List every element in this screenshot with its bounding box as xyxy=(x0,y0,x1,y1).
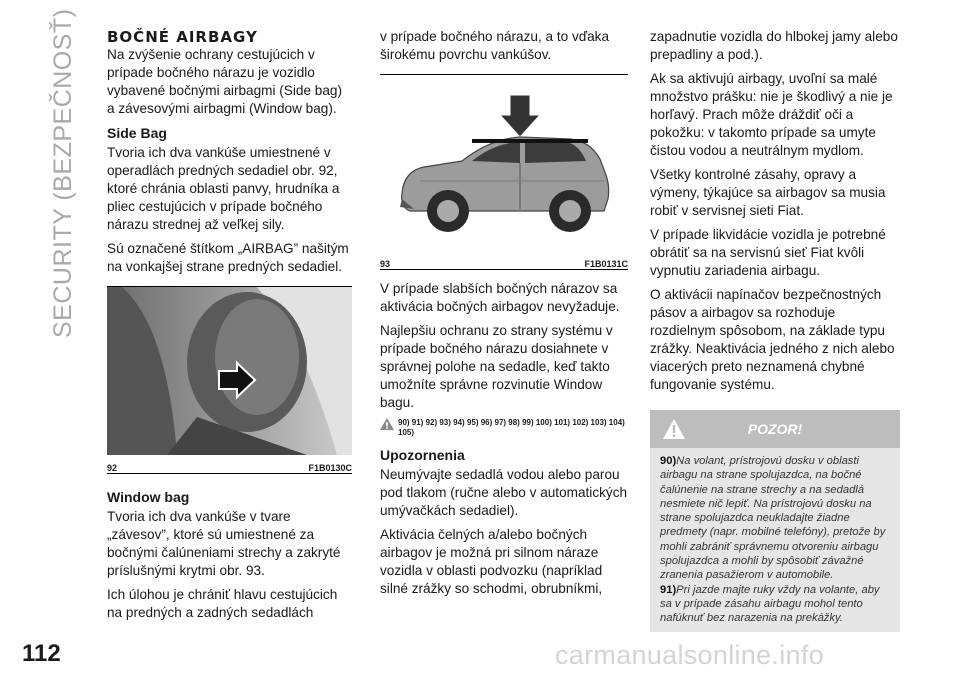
paragraph-pothole: zapadnutie vozidla do hlbokej jamy alebo prepadliny a pod.). xyxy=(650,29,898,62)
paragraph-best-protection: Najlepšiu ochranu zo strany systému v prípade bočného nárazu dosiahnete v správnej polohe na sedadle, keď takto umožníte správne rozvinutie Window bagu. xyxy=(380,323,613,410)
car-window-bag-illustration xyxy=(380,75,628,251)
paragraph-service: Všetky kontrolné zásahy, opravy a výmeny, týkajúce sa airbagov sa musia robiť v servisnej sieti Fiat. xyxy=(650,167,886,218)
figure-92-caption xyxy=(107,455,352,473)
side-bag-paragraph-2: Sú označené štítkom „AIRBAG” našitým na vonkajšej strane predných sedadiel. xyxy=(107,241,349,274)
warning-item-91 xyxy=(660,583,886,626)
warning-header xyxy=(650,410,900,448)
warnings-heading: Upozornenia xyxy=(380,447,465,463)
warning-text: Na volant, prístrojovú dosku v oblasti airbagu na strane spolujazdca, na bočné čalúnenie na strane strechy a na sedadlá nesmiete nič lepiť. Na prístrojovú dosku na strane spolujazdca neukladajte žiadne predmety (napr. mobilné telefóny), pretože by mohli zabrániť správnemu otvoreniu airbagu spolujazdca a mohli by spôsobiť závažné zranenia pasažierom v automobile. xyxy=(660,455,886,582)
intro-paragraph: Na zvýšenie ochrany cestujúcich v prípade bočného nárazu je vozidlo vybavené bočnými airbagmi (Side bag) a závesovými airbagmi (Window bag). xyxy=(107,47,342,116)
warning-number: 90) xyxy=(660,455,677,467)
column-1 xyxy=(107,28,352,628)
figure-number: 93 xyxy=(380,259,391,269)
column-3 xyxy=(650,28,900,632)
seat-airbag-photo xyxy=(107,287,352,455)
paragraph-washing: Neumývajte sedadlá vodou alebo parou pod tlakom (ručne alebo v automatických umývačkách sedadiel). xyxy=(380,467,628,518)
paragraph-weak-impact: V prípade slabších bočných nárazov sa aktivácia bočných airbagov nevyžaduje. xyxy=(380,281,620,314)
warning-title: POZOR! xyxy=(747,421,803,437)
paragraph-disposal: V prípade likvidácie vozidla je potrebné obrátiť sa na servisnú sieť Fiat kvôli vypnutiu zariadenia airbagu. xyxy=(650,227,886,278)
paragraph-continued: v prípade bočného nárazu, a to vďaka širokému povrchu vankúšov. xyxy=(380,29,610,62)
section-title: BOČNÉ AIRBAGY xyxy=(107,28,258,46)
paragraph-activation: Aktivácia čelných a/alebo bočných airbagov je možná pri silnom náraze vozidla v oblasti podvozku (napríklad silné zrážky so schodmi, obrubníkmi, xyxy=(380,527,603,596)
window-bag-heading: Window bag xyxy=(107,489,190,505)
side-bag-heading: Side Bag xyxy=(107,125,167,141)
window-bag-paragraph-2: Ich úlohou je chrániť hlavu cestujúcich na predných a zadných sedadlách xyxy=(107,587,338,620)
warning-triangle-icon xyxy=(662,418,686,440)
warning-triangle-icon xyxy=(380,418,394,430)
warning-references xyxy=(380,418,628,438)
figure-number: 92 xyxy=(107,463,118,473)
figure-code: F1B0131C xyxy=(584,259,628,269)
watermark: carmanualsonline.info xyxy=(555,640,824,670)
warning-item-90 xyxy=(660,454,886,583)
side-bag-paragraph-1: Tvoria ich dva vankúše umiestnené v operadlách predných sedadiel obr. 92, ktoré chránia oblasti panvy, hrudníka a pliec cestujúcich v prípade bočného nárazu strednej až veľkej sily. xyxy=(107,145,340,232)
reference-list: 90) 91) 92) 93) 94) 95) 96) 97) 98) 99) 100) 101) 102) 103) 104) 105) xyxy=(398,418,625,437)
warning-body xyxy=(650,448,900,632)
warning-text: Pri jazde majte ruky vždy na volante, aby sa v prípade zásahu airbagu mohol tento nafúknuť bez narazenia na prekážky. xyxy=(660,583,880,625)
figure-93 xyxy=(380,74,628,270)
section-label: SECURITY (BEZPEČNOSŤ) xyxy=(49,8,77,338)
page-number: 112 xyxy=(22,640,61,667)
figure-code: F1B0130C xyxy=(308,463,352,473)
paragraph-pretensioners: O aktivácii napínačov bezpečnostných pásov a airbagov sa rozhoduje rozdielnym spôsobom, na základe typu zrážky. Neaktivácia jedného z nich alebo viacerých preto neznamená chybné fungovanie systému. xyxy=(650,287,895,392)
figure-93-caption xyxy=(380,251,628,269)
section-side-tab xyxy=(46,8,80,338)
warning-number: 91) xyxy=(660,583,677,596)
window-bag-paragraph-1: Tvoria ich dva vankúše v tvare „závesov”, ktoré sú umiestnené za bočnými čalúneniami strechy a zakryté príslušnými krytmi obr. 93. xyxy=(107,509,341,578)
column-2 xyxy=(380,28,628,604)
paragraph-powder: Ak sa aktivujú airbagy, uvoľní sa malé množstvo prášku: nie je škodlivý a nie je horľavý. Prach môže dráždiť oči a pokožku: v takomto prípade sa umyte čistou vodou a neutrálnym mydlom. xyxy=(650,71,893,158)
figure-92 xyxy=(107,286,352,474)
warning-box xyxy=(650,410,900,632)
